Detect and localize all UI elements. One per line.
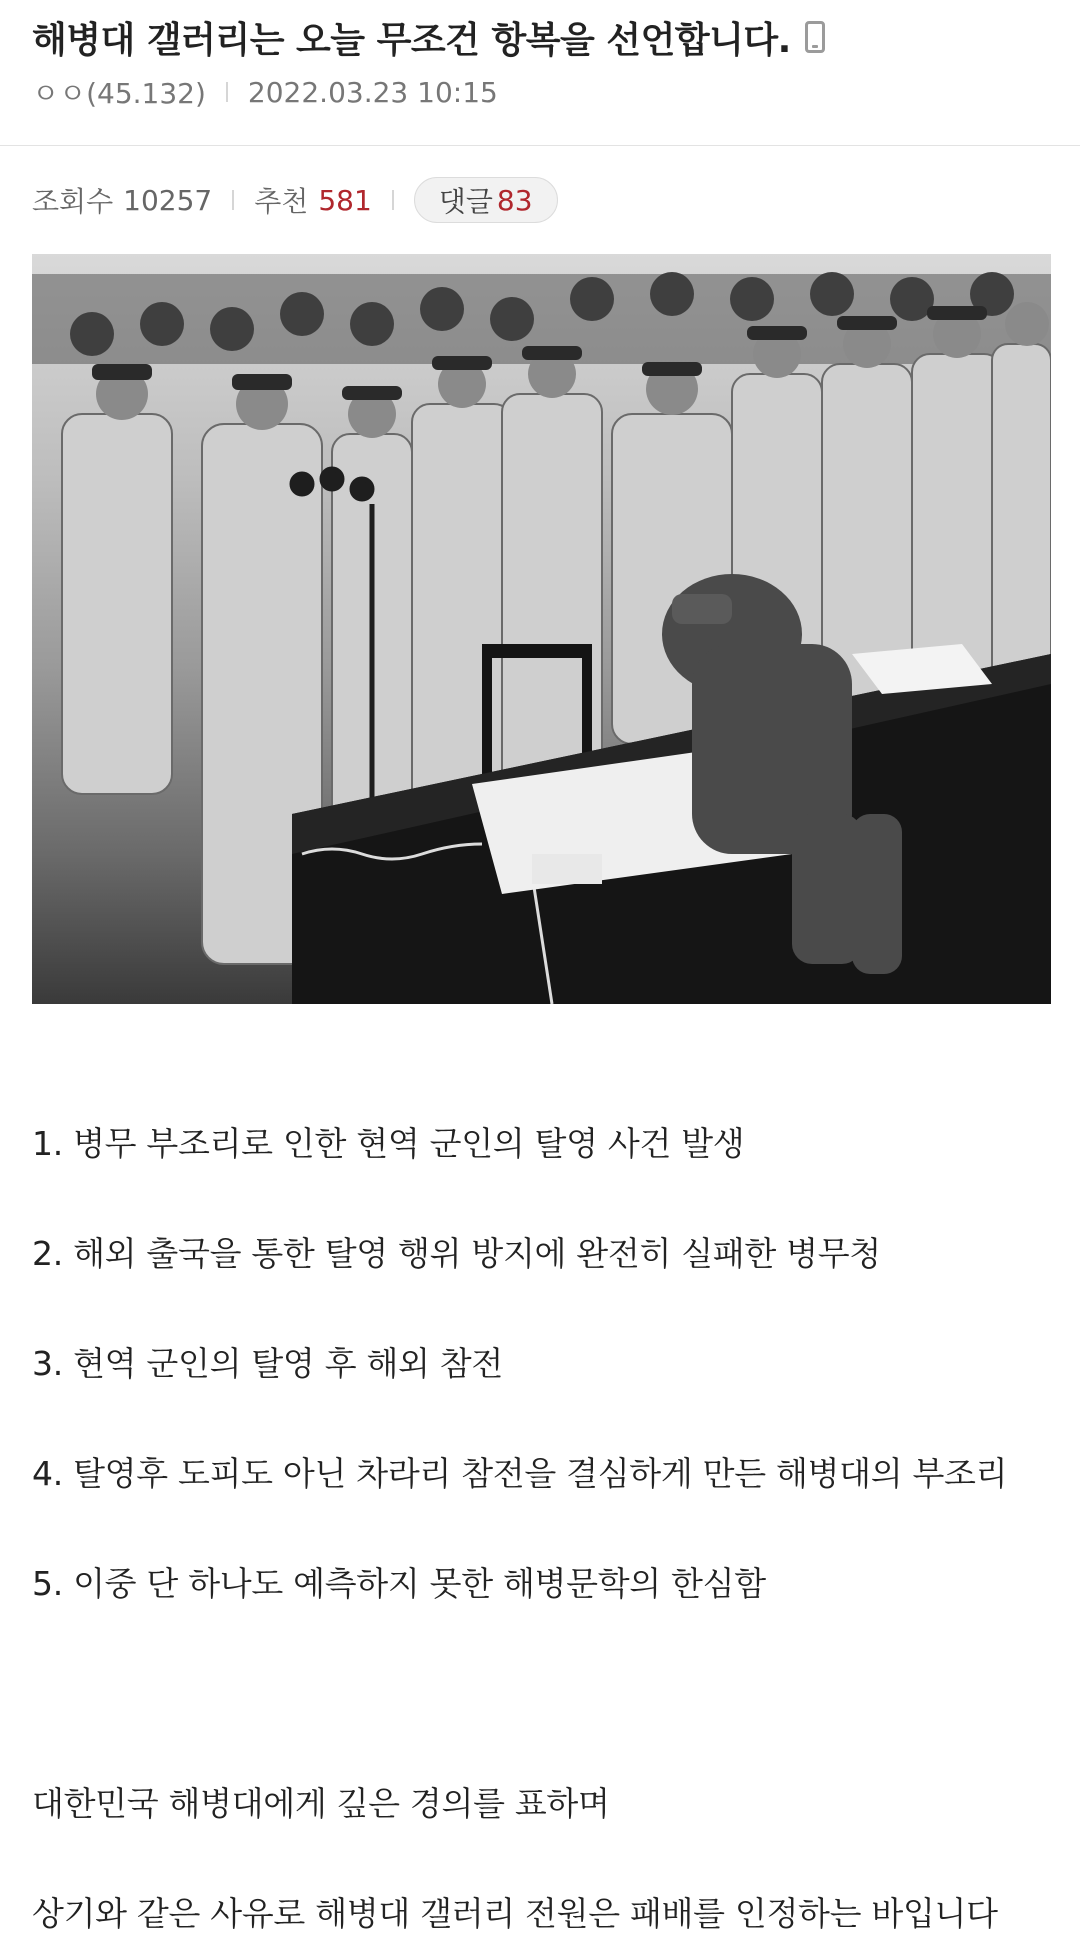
content-line-7: 상기와 같은 사유로 해병대 갤러리 전원은 패배를 인정하는 바입니다 bbox=[32, 1894, 998, 1933]
content-line-6: 대한민국 해병대에게 깊은 경의를 표하며 bbox=[32, 1784, 610, 1823]
content-line-3: 3. 현역 군인의 탈영 후 해외 참전 bbox=[32, 1344, 503, 1383]
author-name[interactable]: ㅇㅇ(45.132) bbox=[32, 77, 206, 110]
title-row bbox=[32, 8, 1048, 66]
content-line-2: 2. 해외 출국을 통한 탈영 행위 방지에 완전히 실패한 병무청 bbox=[32, 1234, 881, 1273]
views-label: 조회수 bbox=[32, 185, 114, 218]
comments-count: 83 bbox=[496, 183, 533, 217]
photo-image bbox=[32, 254, 1051, 1004]
meta-divider bbox=[226, 82, 228, 102]
views-count: 10257 bbox=[123, 183, 213, 217]
stats-divider bbox=[232, 190, 234, 210]
recommend-count: 581 bbox=[318, 183, 372, 217]
comments-label: 댓글 bbox=[438, 185, 493, 218]
post-photo bbox=[32, 254, 1051, 1004]
post-meta bbox=[32, 66, 1048, 118]
recommend-label: 추천 bbox=[254, 185, 309, 218]
post-datetime: 2022.03.23 10:15 bbox=[247, 75, 498, 109]
content-line-1: 1. 병무 부조리로 인한 현역 군인의 탈영 사건 발생 bbox=[32, 1124, 745, 1163]
stats-divider bbox=[392, 190, 394, 210]
content-line-4: 4. 탈영후 도피도 아닌 차라리 참전을 결심하게 만든 해병대의 부조리 bbox=[32, 1454, 1008, 1493]
mobile-icon bbox=[805, 21, 825, 53]
content-line-5: 5. 이중 단 하나도 예측하지 못한 해병문학의 한심함 bbox=[32, 1564, 766, 1603]
post-title: 해병대 갤러리는 오늘 무조건 항복을 선언합니다. bbox=[32, 19, 791, 61]
comments-button[interactable] bbox=[414, 177, 558, 223]
post-header bbox=[0, 0, 1080, 146]
post-stats bbox=[0, 146, 1080, 254]
